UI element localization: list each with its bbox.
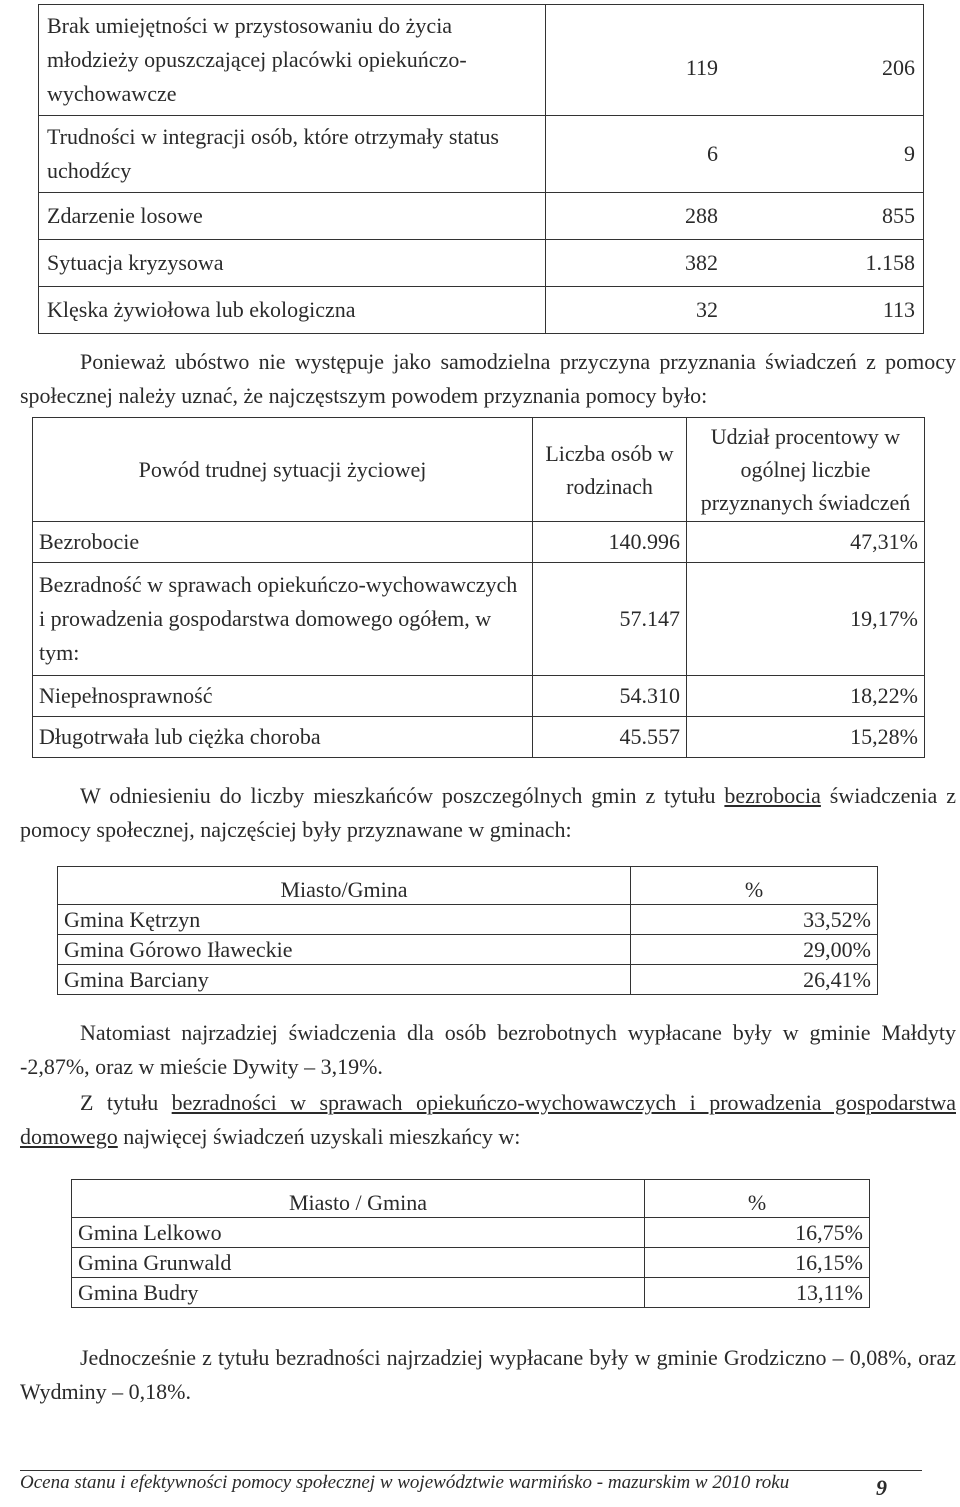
- share-cell: 15,28%: [687, 717, 925, 758]
- table-header-row: [33, 418, 925, 522]
- value-cell: 119: [685, 55, 718, 80]
- underlined-term: bezrobocia: [724, 783, 821, 808]
- table-row: [39, 193, 924, 240]
- paragraph: Ponieważ ubóstwo nie występuje jako samodzielna przyczyna przyznania świadczeń z pomocy społecznej należy uznać, że najczęstszym powodem przyznania pomocy było:: [20, 349, 956, 408]
- value-cell: 6: [707, 141, 718, 166]
- pct-cell: 26,41%: [631, 965, 878, 995]
- value-cell: 288: [685, 203, 718, 228]
- value-cell: 9: [904, 141, 915, 166]
- row-label: Sytuacja kryzysowa: [39, 240, 546, 287]
- row-values: [546, 240, 924, 287]
- table-row: [58, 935, 878, 965]
- place-cell: Gmina Barciany: [58, 965, 631, 995]
- column-header: %: [631, 867, 878, 905]
- place-cell: Gmina Budry: [72, 1278, 645, 1308]
- table-header-row: [58, 867, 878, 905]
- place-cell: Gmina Górowo Iławeckie: [58, 935, 631, 965]
- underlined-term: bezradności w sprawach opiekuńczo-wychowawczych i prowadzenia gospodarstwa domowego: [20, 1090, 956, 1149]
- place-cell: Gmina Kętrzyn: [58, 905, 631, 935]
- table-row: [72, 1278, 870, 1308]
- column-header: Udział procentowy w ogólnej liczbie przyznanych świadczeń: [687, 418, 925, 522]
- value-cell: 382: [685, 250, 718, 275]
- paragraph-text: Z tytułu: [80, 1090, 172, 1115]
- row-label: Trudności w integracji osób, które otrzymały status uchodźcy: [39, 116, 546, 193]
- paragraph: Jednocześnie z tytułu bezradności najrzadziej wypłacane były w gminie Grodziczno – 0,08%, oraz Wydminy – 0,18%.: [20, 1345, 956, 1404]
- row-label: Bezradność w sprawach opiekuńczo-wychowawczych i prowadzenia gospodarstwa domowego ogółem, w tym:: [33, 563, 533, 676]
- table-row: [39, 5, 924, 116]
- pct-cell: 13,11%: [645, 1278, 870, 1308]
- value-cell: 113: [882, 297, 915, 322]
- value-cell: 206: [882, 55, 915, 80]
- pct-cell: 16,75%: [645, 1218, 870, 1248]
- count-cell: 54.310: [533, 676, 687, 717]
- share-cell: 47,31%: [687, 522, 925, 563]
- table-row: [39, 240, 924, 287]
- table-row: [33, 676, 925, 717]
- pct-cell: 33,52%: [631, 905, 878, 935]
- row-values: [546, 116, 924, 193]
- place-cell: Gmina Lelkowo: [72, 1218, 645, 1248]
- table-row: [33, 563, 925, 676]
- table-row: [39, 116, 924, 193]
- row-label: Długotrwała lub ciężka choroba: [33, 717, 533, 758]
- count-cell: 57.147: [533, 563, 687, 676]
- count-cell: 140.996: [533, 522, 687, 563]
- row-label: Bezrobocie: [33, 522, 533, 563]
- column-header: Miasto/Gmina: [58, 867, 631, 905]
- table-row: [72, 1248, 870, 1278]
- table-row: [33, 522, 925, 563]
- row-label: Zdarzenie losowe: [39, 193, 546, 240]
- column-header: Powód trudnej sytuacji życiowej: [33, 418, 533, 522]
- pct-cell: 29,00%: [631, 935, 878, 965]
- table-row: [33, 717, 925, 758]
- footer-title: Ocena stanu i efektywności pomocy społecznej w województwie warmińsko - mazurskim w 2010 roku: [20, 1472, 790, 1493]
- table-row: [58, 905, 878, 935]
- paragraph: Natomiast najrzadziej świadczenia dla osób bezrobotnych wypłacane były w gminie Małdyty -2,87%, oraz w mieście Dywity – 3,19%.: [20, 1020, 956, 1079]
- row-values: [546, 287, 924, 334]
- helplessness-gminas-table: [71, 1179, 870, 1308]
- row-values: [546, 5, 924, 116]
- paragraph: [20, 1086, 956, 1154]
- column-header: %: [645, 1180, 870, 1218]
- main-causes-table: [32, 417, 925, 758]
- row-label: Klęska żywiołowa lub ekologiczna: [39, 287, 546, 334]
- pct-cell: 16,15%: [645, 1248, 870, 1278]
- count-cell: 45.557: [533, 717, 687, 758]
- paragraph-text: najwięcej świadczeń uzyskali mieszkańcy w:: [117, 1124, 521, 1149]
- paragraph: [20, 779, 956, 847]
- paragraph-text: W odniesieniu do liczby mieszkańców poszczególnych gmin z tytułu: [80, 783, 725, 808]
- row-values: [546, 193, 924, 240]
- value-cell: 1.158: [865, 250, 915, 275]
- paragraph-text: świadczenia z pomocy społecznej, najczęściej były przyznawane w gminach:: [20, 783, 956, 842]
- column-header: Liczba osób w rodzinach: [533, 418, 687, 522]
- value-cell: 32: [696, 297, 718, 322]
- share-cell: 19,17%: [687, 563, 925, 676]
- causes-table: [38, 4, 924, 334]
- row-label: Niepełnosprawność: [33, 676, 533, 717]
- value-cell: 855: [882, 203, 915, 228]
- share-cell: 18,22%: [687, 676, 925, 717]
- page-number: 9: [876, 1475, 887, 1500]
- row-label: Brak umiejętności w przystosowaniu do życia młodzieży opuszczającej placówki opiekuńczo-wychowawcze: [39, 5, 546, 116]
- unemployment-gminas-table: [57, 866, 878, 995]
- table-row: [39, 287, 924, 334]
- place-cell: Gmina Grunwald: [72, 1248, 645, 1278]
- table-row: [72, 1218, 870, 1248]
- table-header-row: [72, 1180, 870, 1218]
- footer-divider: [20, 1470, 922, 1471]
- table-row: [58, 965, 878, 995]
- column-header: Miasto / Gmina: [72, 1180, 645, 1218]
